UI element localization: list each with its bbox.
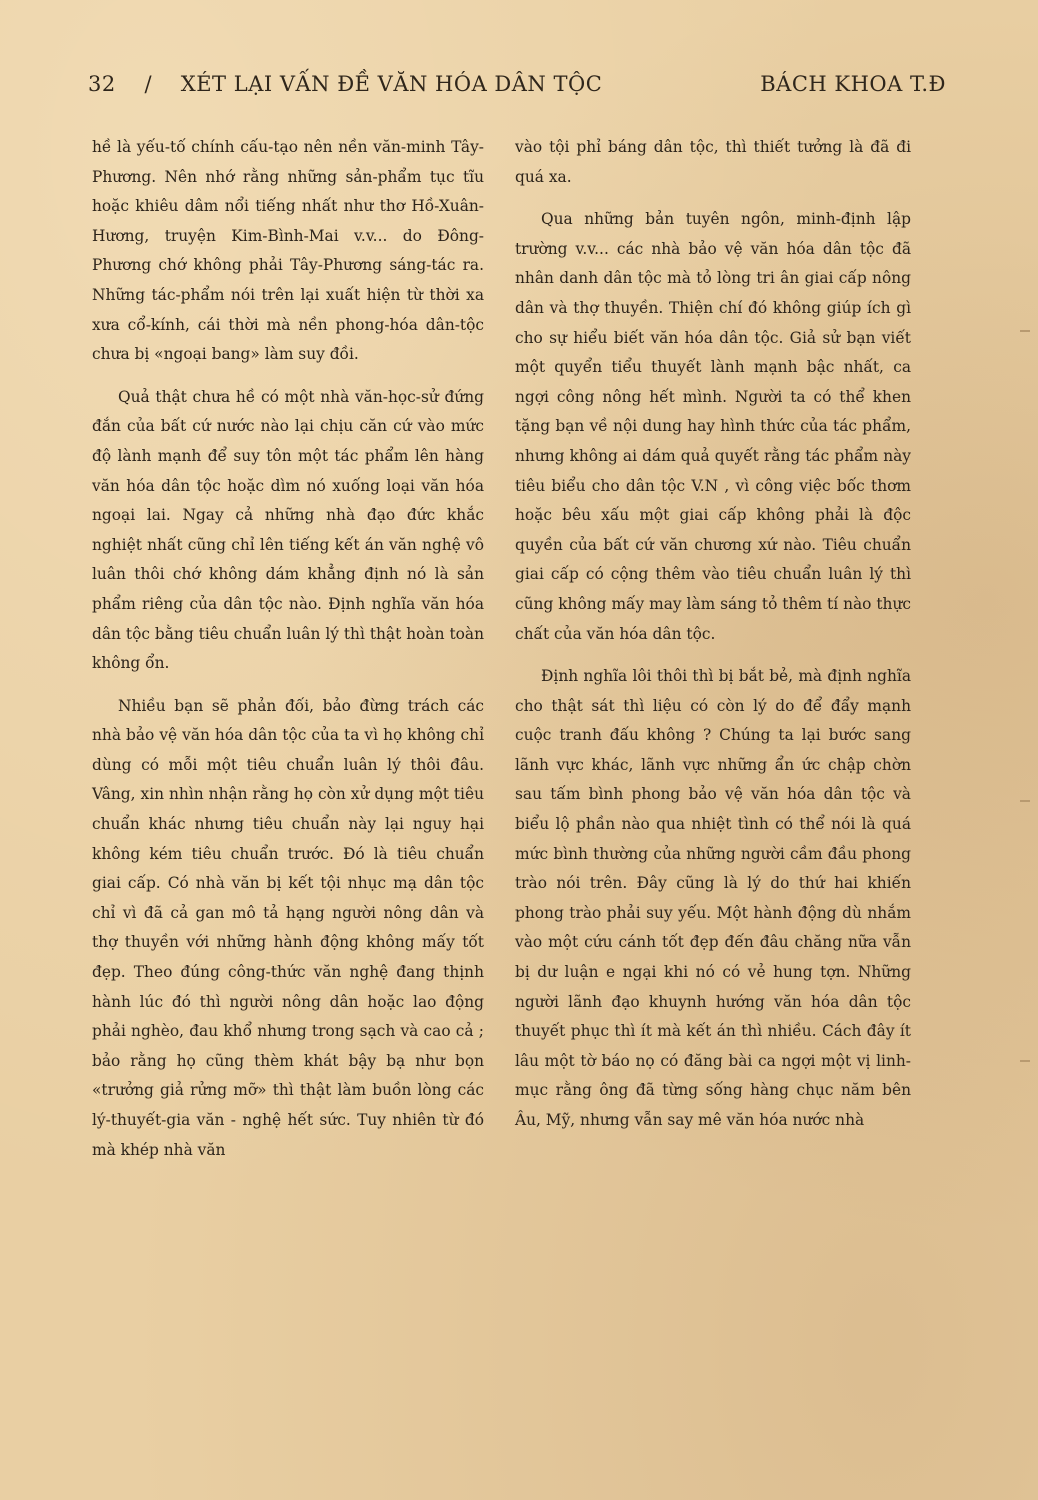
paragraph: vào tội phỉ báng dân tộc, thì thiết tưởng là đã đi quá xa.	[515, 138, 911, 186]
page-edge-mark	[1020, 1060, 1030, 1062]
paragraph: Qua những bản tuyên ngôn, minh-định lập trường v.v... các nhà bảo vệ văn hóa dân tộc đã nhân danh dân tộc mà tỏ lòng tri ân giai cấp nông dân và thợ thuyền. Thiện chí đó không giúp ích gì cho sự hiểu biết văn hóa dân tộc. Giả sử bạn viết một quyển tiểu thuyết lành mạnh bậc nhất, ca ngợi công nông hết mình. Người ta có thể khen tặng bạn về nội dung hay hình thức của tác phẩm, nhưng không ai dám quả quyết rằng tác phẩm này tiêu biểu cho dân tộc V.N , vì công việc bốc thơm hoặc bêu xấu một giai cấp không phải là độc quyền của bất cứ văn chương xứ nào. Tiêu chuẩn giai cấp có cộng thêm vào tiêu chuẩn luân lý thì cũng không mấy may làm sáng tỏ thêm tí nào thực chất của văn hóa dân tộc.	[515, 210, 911, 643]
running-header	[88, 72, 946, 106]
publication-title: BÁCH KHOA T.Đ	[760, 72, 946, 96]
header-separator: /	[144, 72, 153, 96]
paragraph: Định nghĩa lôi thôi thì bị bắt bẻ, mà định nghĩa cho thật sát thì liệu có còn lý do để đẩy mạnh cuộc tranh đấu không ? Chúng ta lại bước sang lãnh vực khác, lãnh vực những ẩn ức chập chờn sau tấm bình phong bảo vệ văn hóa dân tộc và biểu lộ phần nào qua nhiệt tình có thể nói là quá mức bình thường của những người cầm đầu phong trào nói trên. Đây cũng là lý do thứ hai khiến phong trào phải suy yếu. Một hành động dù nhắm vào một cứu cánh tốt đẹp đến đâu chăng nữa vẫn bị dư luận e ngại khi nó có vẻ hung tợn. Những người lãnh đạo khuynh hướng văn hóa dân tộc thuyết phục thì ít mà kết án thì nhiều. Cách đây ít lâu một tờ báo nọ có đăng bài ca ngợi một vị linh-mục rằng ông đã từng sống hàng chục năm bên Âu, Mỹ, nhưng vẫn say mê văn hóa nước nhà	[515, 667, 911, 1129]
section-title: XÉT LẠI VẤN ĐỀ VĂN HÓA DÂN TỘC	[180, 72, 603, 96]
page-number: 32	[88, 72, 116, 96]
header-left	[88, 72, 602, 96]
paragraph: hề là yếu-tố chính cấu-tạo nên nền văn-minh Tây-Phương. Nên nhớ rằng những sản-phẩm tục tĩu hoặc khiêu dâm nổi tiếng nhất như thơ Hồ-Xuân-Hương, truyện Kim-Bình-Mai v.v... do Đông-Phương chớ không phải Tây-Phương sáng-tác ra. Những tác-phẩm nói trên lại xuất hiện từ thời xa xưa cổ-kính, cái thời mà nền phong-hóa dân-tộc chưa bị «ngoại bang» làm suy đồi.	[92, 138, 484, 364]
right-column	[515, 133, 911, 1149]
left-column	[92, 133, 484, 1178]
page-edge-mark	[1020, 330, 1030, 332]
paragraph: Nhiều bạn sẽ phản đối, bảo đừng trách các nhà bảo vệ văn hóa dân tộc của ta vì họ không chỉ dùng có mỗi một tiêu chuẩn luân lý thôi đâu. Vâng, xin nhìn nhận rằng họ còn xử dụng một tiêu chuẩn khác nhưng tiêu chuẩn này lại nguy hại không kém tiêu chuẩn trước. Đó là tiêu chuẩn giai cấp. Có nhà văn bị kết tội nhục mạ dân tộc chỉ vì đã cả gan mô tả hạng người nông dân và thợ thuyền với những hành động không mấy tốt đẹp. Theo đúng công-thức văn nghệ đang thịnh hành lúc đó thì người nông dân hoặc lao động phải nghèo, đau khổ nhưng trong sạch và cao cả ; bảo rằng họ cũng thèm khát bậy bạ như bọn «trưởng giả rửng mỡ» thì thật làm buồn lòng các lý-thuyết-gia văn - nghệ hết sức. Tuy nhiên từ đó mà khép nhà văn	[92, 696, 484, 1159]
paragraph: Quả thật chưa hề có một nhà văn-học-sử đứng đắn của bất cứ nước nào lại chịu căn cứ vào mức độ lành mạnh để suy tôn một tác phẩm lên hàng văn hóa dân tộc hoặc dìm nó xuống loại văn hóa ngoại lai. Ngay cả những nhà đạo đức khắc nghiệt nhất cũng chỉ lên tiếng kết án văn nghệ vô luân thôi chớ không dám khẳng định nó là sản phẩm riêng của dân tộc nào. Định nghĩa văn hóa dân tộc bằng tiêu chuẩn luân lý thì thật hoàn toàn không ổn.	[92, 387, 484, 673]
page-edge-mark	[1020, 800, 1030, 802]
